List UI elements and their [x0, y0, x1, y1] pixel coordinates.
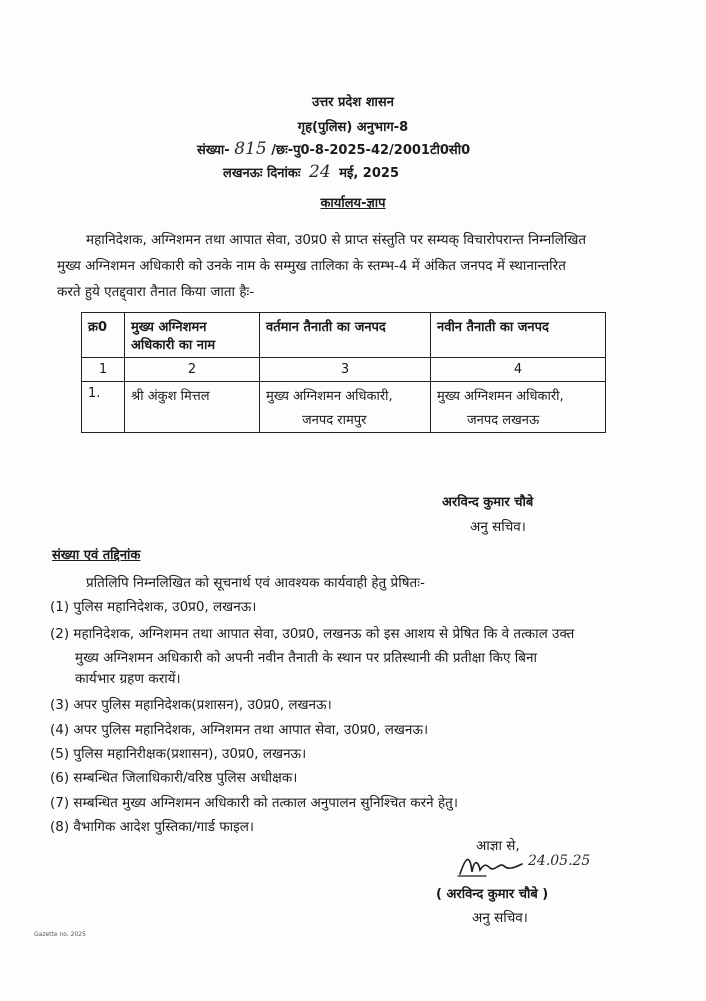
table-colnum: 4: [431, 358, 606, 382]
by-order-text: आज्ञा से,: [476, 838, 520, 854]
intro-line-2: मुख्य अग्निशमन अधिकारी को उनके नाम के सम्मुख तालिका के स्तम्भ-4 में अंकित जनपद में स्थानान्तरित: [57, 258, 566, 274]
table-colnum-row: [82, 358, 606, 382]
copy-heading: संख्या एवं तद्दिनांक: [52, 548, 141, 563]
place-date: [223, 162, 399, 182]
current-posting-line2: जनपद रामपुर: [302, 413, 367, 428]
table-header-sno: क्र0: [82, 313, 125, 358]
copy-item-7: (7) सम्बन्धित मुख्य अग्निशमन अधिकारी को तत्काल अनुपालन सुनिश्चित करने हेतु।: [50, 795, 458, 811]
date-rest: मई, 2025: [339, 166, 399, 181]
signatory-designation: अनु सचिव।: [470, 519, 526, 535]
table-cell-new: [431, 382, 606, 433]
section-heading: गृह(पुलिस) अनुभाग-8: [297, 120, 409, 135]
copy-item-2-cont: मुख्य अग्निशमन अधिकारी को अपनी नवीन तैनाती के स्थान पर प्रतिस्थानी की प्रतीक्षा किए बिना: [75, 650, 537, 666]
notice-title: कार्यालय-ज्ञाप: [320, 196, 386, 211]
signatory2-name: ( अरविन्द कुमार चौबे ): [436, 887, 549, 902]
transfer-table: [81, 312, 606, 433]
copy-item-3: (3) अपर पुलिस महानिदेशक(प्रशासन), उ0प्र0, लखनऊ।: [50, 697, 332, 713]
order-number-rest: /छः-पु0-8-2025-42/2001टी0सी0: [271, 143, 471, 158]
copy-item-4: (4) अपर पुलिस महानिदेशक, अग्निशमन तथा आपात सेवा, उ0प्र0, लखनऊ।: [50, 722, 429, 738]
table-header-row: [82, 313, 606, 358]
date-handwritten: 24: [309, 162, 331, 182]
intro-line-3: करते हुये एतद्द्वारा तैनात किया जाता हैः-: [57, 284, 255, 300]
copy-intro: प्रतिलिपि निम्नलिखित को सूचनार्थ एवं आवश्यक कार्यवाही हेतु प्रेषितः-: [86, 575, 425, 591]
signatory2-designation: अनु सचिव।: [472, 910, 528, 926]
current-posting-line1: मुख्य अग्निशमन अधिकारी,: [266, 389, 393, 404]
table-colnum: 2: [125, 358, 260, 382]
copy-item-6: (6) सम्बन्धित जिलाधिकारी/वरिष्ठ पुलिस अधीक्षक।: [50, 770, 298, 786]
table-colnum: 1: [82, 358, 125, 382]
copy-item-2: (2) महानिदेशक, अग्निशमन तथा आपात सेवा, उ0प्र0, लखनऊ को इस आशय से प्रेषित कि वे तत्काल उक्त: [50, 626, 575, 642]
copy-item-2-cont: कार्यभार ग्रहण करायें।: [75, 671, 181, 687]
signatory-name: अरविन्द कुमार चौबे: [442, 495, 534, 510]
table-header-name: मुख्य अग्निशमन अधिकारी का नाम: [125, 313, 260, 358]
footer-note: Gazette no. 2025: [34, 931, 86, 938]
table-cell-sno: 1.: [82, 382, 125, 433]
table-header-current: वर्तमान तैनाती का जनपद: [260, 313, 431, 358]
handwritten-signature: [456, 850, 526, 882]
govt-heading: उत्तर प्रदेश शासन: [312, 95, 394, 110]
copy-item-1: (1) पुलिस महानिदेशक, उ0प्र0, लखनऊ।: [50, 599, 257, 615]
table-row: [82, 382, 606, 433]
new-posting-line2: जनपद लखनऊ: [467, 413, 540, 428]
order-number-label: संख्या-: [197, 143, 230, 158]
table-cell-current: [260, 382, 431, 433]
signature-date: 24.05.25: [528, 853, 591, 869]
order-number: [197, 139, 470, 159]
table-colnum: 3: [260, 358, 431, 382]
place-date-label: लखनऊः दिनांकः: [223, 166, 301, 181]
copy-item-5: (5) पुलिस महानिरीक्षक(प्रशासन), उ0प्र0, लखनऊ।: [50, 746, 307, 762]
table-header-new: नवीन तैनाती का जनपद: [431, 313, 606, 358]
copy-item-8: (8) वैभागिक आदेश पुस्तिका/गार्ड फाइल।: [50, 819, 255, 835]
order-number-handwritten: 815: [234, 139, 267, 159]
intro-line-1: महानिदेशक, अग्निशमन तथा आपात सेवा, उ0प्र0 से प्राप्त संस्तुति पर सम्यक् विचारोपरान्त निम्नलिखित: [86, 232, 587, 248]
new-posting-line1: मुख्य अग्निशमन अधिकारी,: [437, 389, 564, 404]
table-cell-name: श्री अंकुश मित्तल: [125, 382, 260, 433]
